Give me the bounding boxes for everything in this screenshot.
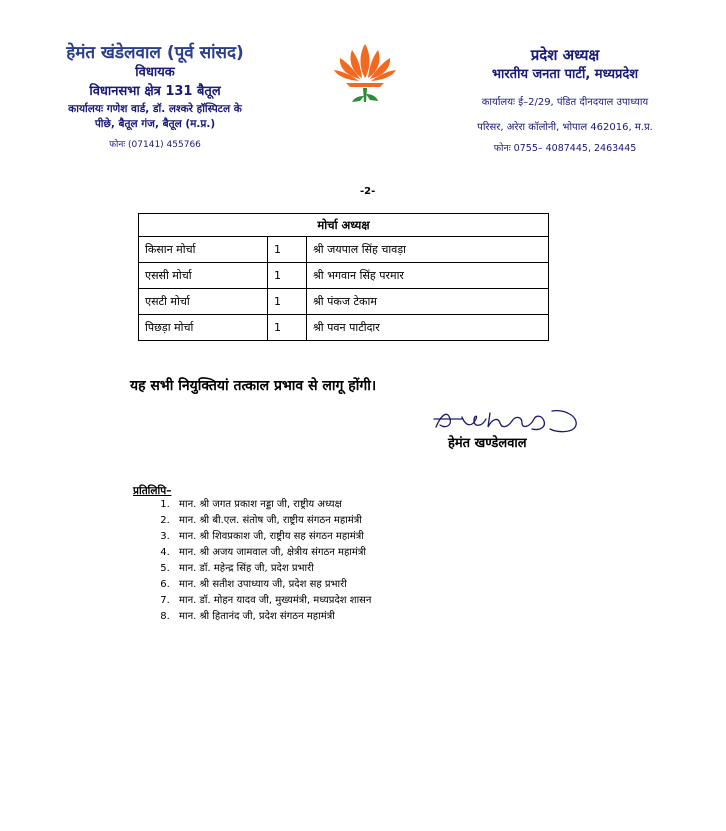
table-heading: मोर्चा अध्यक्ष: [139, 214, 549, 237]
table-row: [139, 263, 549, 289]
signatory-name: हेमंत खण्डेलवाल: [448, 436, 527, 451]
morcha-cell: किसान मोर्चा: [139, 237, 268, 263]
count-cell: 1: [268, 263, 307, 289]
lotus-icon: [330, 38, 400, 108]
count-cell: 1: [268, 315, 307, 341]
list-item: 6. मान. श्री सतीश उपाध्याय जी, प्रदेश सह प्रभारी: [173, 577, 372, 593]
mla-name: हेमंत खंडेलवाल (पूर्व सांसद): [66, 43, 244, 63]
table-row: [139, 315, 549, 341]
mla-designation: विधायक: [135, 65, 175, 80]
list-item: 8. मान. श्री हितानंद जी, प्रदेश संगठन महामंत्री: [173, 609, 372, 625]
president-cell: श्री पवन पाटीदार: [307, 315, 549, 341]
table-row: [139, 237, 549, 263]
table-row: [139, 289, 549, 315]
morcha-table: [138, 213, 549, 341]
list-item: 3. मान. श्री शिवप्रकाश जी, राष्ट्रीय सह संगठन महामंत्री: [173, 529, 372, 545]
morcha-cell: पिछड़ा मोर्चा: [139, 315, 268, 341]
right-phone: फोनः 0755– 4087445, 2463445: [493, 143, 637, 154]
right-address-line1: कार्यालयः ई–2/29, पंडित दीनदयाल उपाध्याय: [481, 97, 649, 108]
list-item: 1. मान. श्री जगत प्रकाश नड्डा जी, राष्ट्रीय अध्यक्ष: [173, 497, 372, 513]
morcha-cell: एससी मोर्चा: [139, 263, 268, 289]
page-number: -2-: [360, 186, 376, 197]
right-letterhead: [420, 45, 710, 154]
list-item: 7. मान. डॉ. मोहन यादव जी, मुख्यमंत्री, मध्यप्रदेश शासन: [173, 593, 372, 609]
left-address-line2: पीछे, बैतूल गंज, बैतूल (म.प्र.): [94, 118, 216, 130]
cc-list: [133, 497, 372, 625]
president-cell: श्री जयपाल सिंह चावड़ा: [307, 237, 549, 263]
left-phone: फोनः (07141) 455766: [109, 140, 201, 150]
list-item: 5. मान. डॉ. महेन्द्र सिंह जी, प्रदेश प्रभारी: [173, 561, 372, 577]
table-header-row: [139, 214, 549, 237]
president-cell: श्री भगवान सिंह परमार: [307, 263, 549, 289]
count-cell: 1: [268, 289, 307, 315]
cc-label: प्रतिलिपि–: [133, 485, 172, 497]
list-item: 2. मान. श्री बी.एल. संतोष जी, राष्ट्रीय संगठन महामंत्री: [173, 513, 372, 529]
left-address-line1: कार्यालयः गणेश वार्ड, डॉ. लश्करे हॉस्पिटल के: [68, 103, 242, 115]
left-letterhead: [20, 42, 290, 150]
president-cell: श्री पंकज टेकाम: [307, 289, 549, 315]
constituency: विधानसभा क्षेत्र 131 बैतूल: [89, 84, 221, 99]
president-title: प्रदेश अध्यक्ष: [530, 46, 600, 64]
list-item: 4. मान. श्री अजय जामवाल जी, क्षेत्रीय संगठन महामंत्री: [173, 545, 372, 561]
effect-note: यह सभी नियुक्तियां तत्काल प्रभाव से लागू होंगी।: [130, 378, 377, 394]
party-name: भारतीय जनता पार्टी, मध्यप्रदेश: [491, 67, 639, 82]
right-address-line2: परिसर, अरेरा कॉलोनी, भोपाल 462016, म.प्र.: [477, 122, 653, 133]
morcha-cell: एसटी मोर्चा: [139, 289, 268, 315]
count-cell: 1: [268, 237, 307, 263]
